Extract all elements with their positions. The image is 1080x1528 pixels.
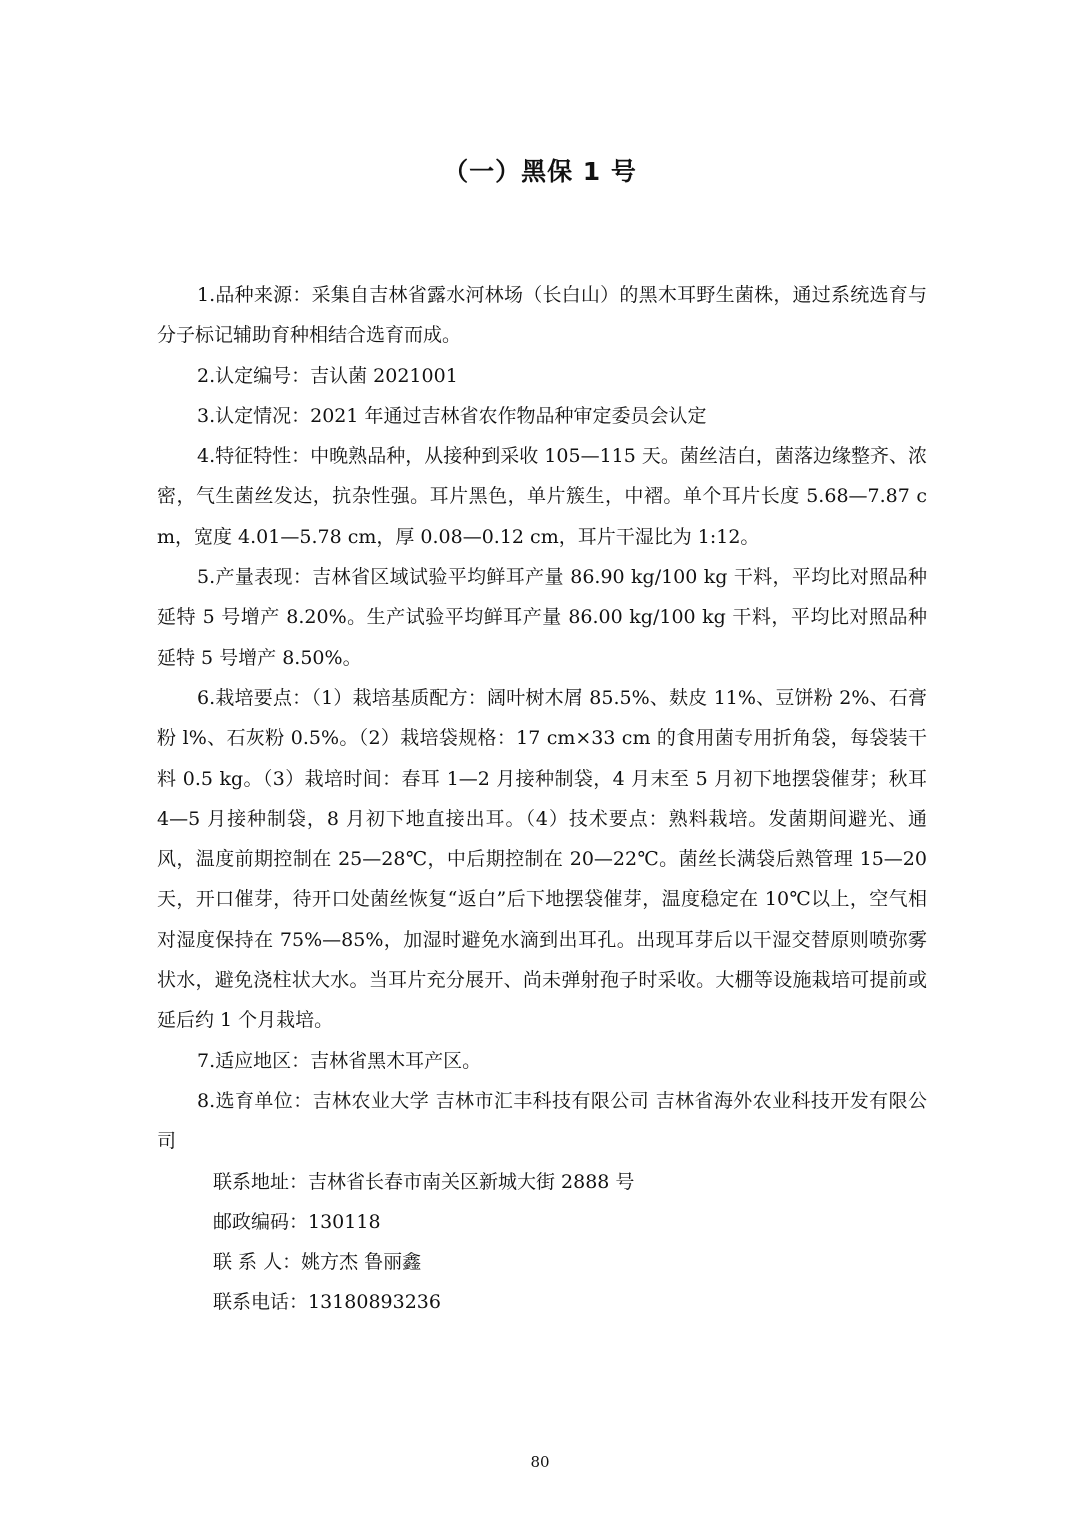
paragraph-suitable-region: 7.适应地区：吉林省黑木耳产区。	[197, 1049, 482, 1072]
contact-person: 联 系 人：姚方杰 鲁丽鑫	[213, 1251, 422, 1274]
paragraph-yield-performance: 5.产量表现：吉林省区域试验平均鲜耳产量 86.90 kg/100 kg 干料，平均比对照品种延特 5 号增产 8.20%。生产试验平均鲜耳产量 86.00 kg/100 kg 干料，平均比对照品种延特 5 号增产 8.50%。	[157, 566, 927, 669]
page-number: 80	[530, 1453, 550, 1471]
paragraph-cultivation-points: 6.栽培要点：（1）栽培基质配方：阔叶树木屑 85.5%、麸皮 11%、豆饼粉 2%、石膏粉 l%、石灰粉 0.5%。（2）栽培袋规格：17 cm×33 cm 的食用菌专用折角袋，每袋装干料 0.5 kg。（3）栽培时间：春耳 1—2 月接种制袋，4 月末至 5 月初下地摆袋催芽；秋耳 4—5 月接种制袋，8 月初下地直接出耳。（4）技术要点：熟料栽培。发菌期间避光、通风，温度前期控制在 25—28℃，中后期控制在 20—22℃。菌丝长满袋后熟管理 15—20 天，开口催芽，待开口处菌丝恢复“返白”后下地摆袋催芽，温度稳定在 10℃以上，空气相对湿度保持在 75%—85%，加湿时避免水滴到出耳孔。出现耳芽后以干湿交替原则喷弥雾状水，避免浇柱状大水。当耳片充分展开、尚未弹射孢子时采收。大棚等设施栽培可提前或延后约 1 个月栽培。	[157, 686, 927, 1032]
page-title: （一）黑保 1 号	[443, 157, 637, 186]
paragraph-breeding-units: 8.选育单位：吉林农业大学 吉林市汇丰科技有限公司 吉林省海外农业科技开发有限公司	[157, 1089, 927, 1153]
paragraph-certification-status: 3.认定情况：2021 年通过吉林省农作物品种审定委员会认定	[197, 404, 707, 427]
contact-phone: 联系电话：13180893236	[213, 1291, 441, 1314]
paragraph-characteristics: 4.特征特性：中晚熟品种，从接种到采收 105—115 天。菌丝洁白，菌落边缘整齐、浓密，气生菌丝发达，抗杂性强。耳片黑色，单片簇生，中褶。单个耳片长度 5.68—7.87 cm，宽度 4.01—5.78 cm，厚 0.08—0.12 cm，耳片干湿比为 1:12。	[157, 445, 927, 548]
contact-address: 联系地址：吉林省长春市南关区新城大街 2888 号	[213, 1170, 635, 1193]
document-body	[157, 275, 927, 1323]
paragraph-certification-number: 2.认定编号：吉认菌 2021001	[197, 364, 458, 387]
paragraph-variety-source: 1.品种来源：采集自吉林省露水河林场（长白山）的黑木耳野生菌株，通过系统选育与分子标记辅助育种相结合选育而成。	[157, 284, 927, 347]
contact-postal-code: 邮政编码：130118	[213, 1210, 381, 1233]
